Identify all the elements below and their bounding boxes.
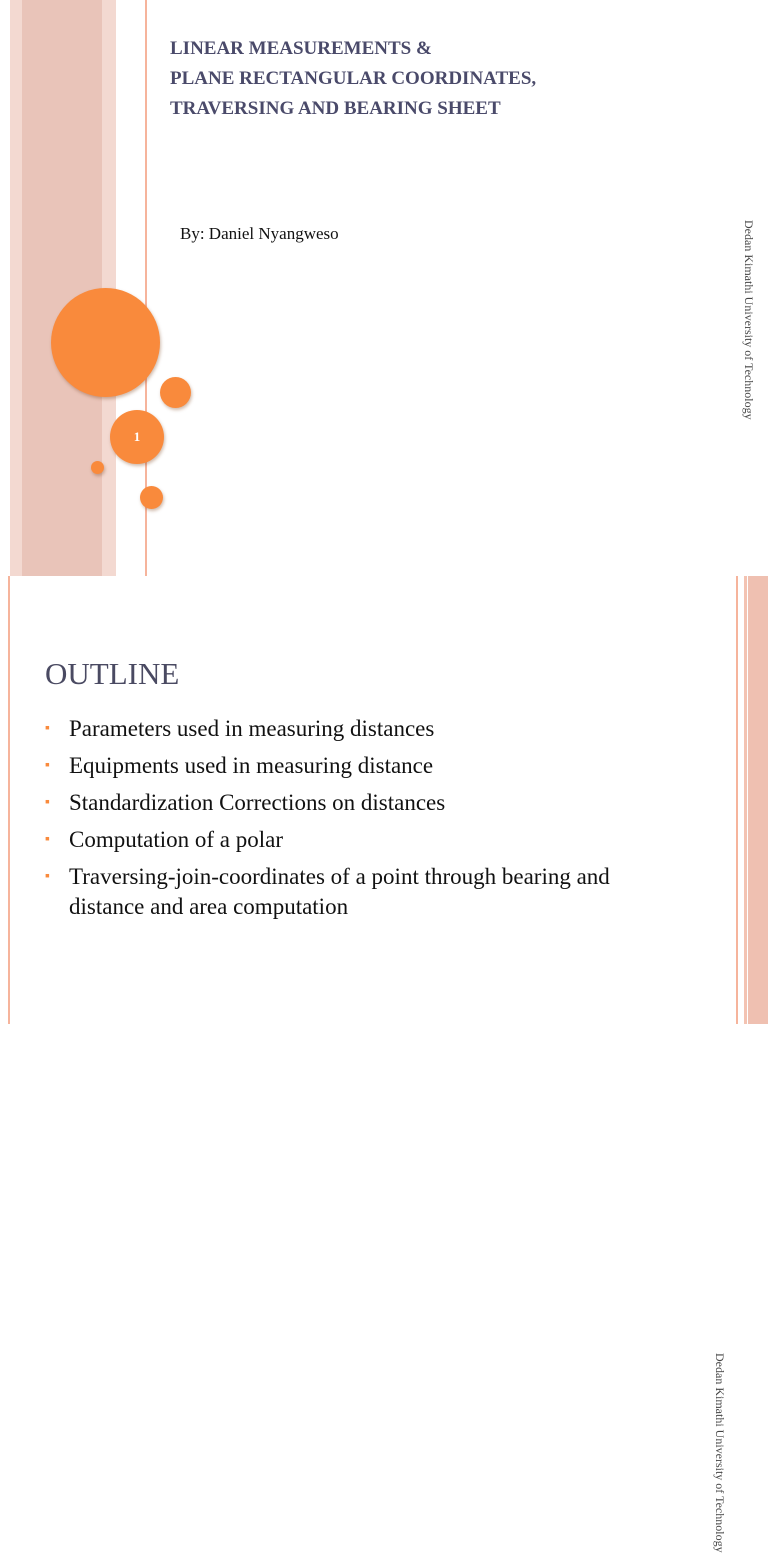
bullet-icon: ▪ bbox=[45, 721, 50, 736]
decorative-circle bbox=[160, 377, 191, 408]
title-line: PLANE RECTANGULAR COORDINATES, bbox=[170, 68, 537, 89]
author-line: By: Daniel Nyangweso bbox=[180, 224, 339, 243]
bullet-icon: ▪ bbox=[45, 832, 50, 847]
decorative-band bbox=[748, 576, 768, 1024]
decorative-line bbox=[8, 576, 10, 1024]
vertical-footer: Dedan Kimathi University of Technology bbox=[742, 220, 756, 420]
slide-number-badge bbox=[110, 410, 164, 464]
bullet-list bbox=[45, 714, 665, 929]
vertical-footer: Dedan Kimathi University of Technology bbox=[713, 1353, 727, 1553]
decorative-line bbox=[736, 576, 738, 1024]
bullet-icon: ▪ bbox=[45, 869, 50, 884]
decorative-circle bbox=[140, 486, 163, 509]
list-item bbox=[45, 751, 665, 781]
list-item-text: Equipments used in measuring distance bbox=[69, 753, 434, 778]
bullet-icon: ▪ bbox=[45, 795, 50, 810]
decorative-circle-large bbox=[51, 288, 160, 397]
list-item bbox=[45, 862, 665, 922]
decorative-band bbox=[10, 0, 22, 576]
decorative-circle bbox=[91, 461, 104, 474]
title-slide bbox=[0, 0, 768, 576]
list-item-text: Computation of a polar bbox=[69, 827, 283, 852]
bullet-icon: ▪ bbox=[45, 758, 50, 773]
list-item bbox=[45, 714, 665, 744]
slide-number: 1 bbox=[133, 429, 141, 444]
list-item-text: Traversing-join-coordinates of a point through bearing and distance and area computation bbox=[69, 864, 610, 919]
slide-heading: OUTLINE bbox=[45, 656, 180, 691]
title-line: TRAVERSING AND BEARING SHEET bbox=[170, 98, 501, 119]
decorative-band bbox=[22, 0, 102, 576]
outline-slide bbox=[0, 576, 768, 1553]
slide-title bbox=[170, 34, 710, 124]
decorative-line bbox=[744, 576, 747, 1024]
list-item bbox=[45, 825, 665, 855]
list-item-text: Standardization Corrections on distances bbox=[69, 790, 446, 815]
title-line: LINEAR MEASUREMENTS & bbox=[170, 38, 432, 59]
list-item-text: Parameters used in measuring distances bbox=[69, 716, 435, 741]
list-item bbox=[45, 788, 665, 818]
